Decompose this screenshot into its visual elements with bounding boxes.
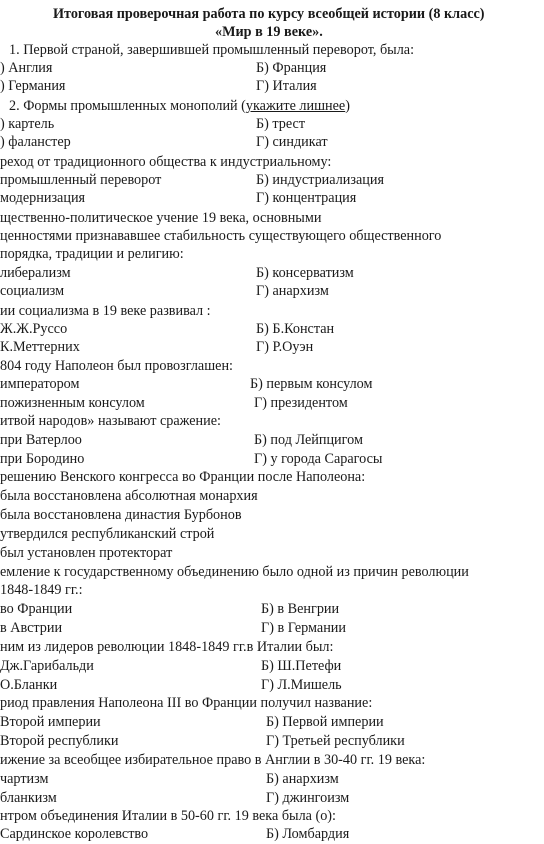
- question-2-text: 2. Формы промышленных монополий (: [9, 98, 246, 114]
- question-8: решению Венского конгресса во Франции после Наполеона:: [0, 469, 366, 485]
- question-2-close: ): [345, 98, 350, 114]
- q4-option-c: социализм: [0, 283, 65, 299]
- q5-option-c: К.Меттерних: [0, 339, 80, 355]
- q3-option-d: Г) концентрация: [256, 190, 357, 206]
- question-10: ним из лидеров революции 1848-1849 гг.в Италии был:: [0, 639, 334, 655]
- document-subtitle: «Мир в 19 веке».: [215, 24, 323, 40]
- q3-option-b: Б) индустриализация: [256, 172, 384, 188]
- q13-option-b: Б) Ломбардия: [266, 826, 350, 842]
- question-4-line-2: ценностями признававшее стабильность существующего общественного: [0, 228, 442, 244]
- question-2: [9, 97, 350, 115]
- question-9-line-2: 1848-1849 гг.:: [0, 582, 83, 598]
- q2-option-b: Б) трест: [256, 116, 306, 132]
- question-1: 1. Первой страной, завершившей промышленный переворот, была:: [9, 42, 415, 58]
- q6-option-d: Г) президентом: [254, 395, 348, 411]
- question-5: ии социализма в 19 веке развивал :: [0, 303, 211, 319]
- q7-option-d: Г) у города Сарагосы: [254, 451, 383, 467]
- q5-option-a: Ж.Ж.Руссо: [0, 321, 68, 337]
- question-4-line-3: порядка, традиции и религию:: [0, 246, 184, 262]
- q4-option-b: Б) консерватизм: [256, 265, 354, 281]
- q1-option-c: ) Германия: [0, 78, 66, 94]
- q1-option-d: Г) Италия: [256, 78, 317, 94]
- q12-option-a: чартизм: [0, 771, 49, 787]
- q12-option-b: Б) анархизм: [266, 771, 339, 787]
- question-7: итвой народов» называют сражение:: [0, 413, 221, 429]
- q6-option-b: Б) первым консулом: [250, 376, 373, 392]
- q11-option-c: Второй республики: [0, 733, 119, 749]
- q7-option-c: при Бородино: [0, 451, 85, 467]
- q10-option-c: О.Бланки: [0, 677, 58, 693]
- q13-option-a: Сардинское королевство: [0, 826, 149, 842]
- q5-option-d: Г) Р.Оуэн: [256, 339, 314, 355]
- question-9-line-1: емление к государственному объединению было одной из причин революции: [0, 564, 469, 580]
- q6-option-c: пожизненным консулом: [0, 395, 145, 411]
- q11-option-a: Второй империи: [0, 714, 101, 730]
- q7-option-b: Б) под Лейпцигом: [254, 432, 363, 448]
- q3-option-c: модернизация: [0, 190, 86, 206]
- q8-option-b: была восстановлена династия Бурбонов: [0, 507, 242, 523]
- q2-option-c: ) фаланстер: [0, 134, 71, 150]
- q10-option-b: Б) Ш.Петефи: [261, 658, 342, 674]
- q9-option-b: Б) в Венгрии: [261, 601, 340, 617]
- q10-option-a: Дж.Гарибальди: [0, 658, 94, 674]
- q12-option-c: бланкизм: [0, 790, 57, 806]
- q9-option-a: во Франции: [0, 601, 73, 617]
- q11-option-d: Г) Третьей республики: [266, 733, 405, 749]
- q9-option-d: Г) в Германии: [261, 620, 346, 636]
- q11-option-b: Б) Первой империи: [266, 714, 384, 730]
- q1-option-b: Б) Франция: [256, 60, 327, 76]
- q6-option-a: императором: [0, 376, 80, 392]
- document-title: Итоговая проверочная работа по курсу всеобщей истории (8 класс): [53, 6, 485, 22]
- q2-option-a: ) картель: [0, 116, 55, 132]
- q5-option-b: Б) Б.Констан: [256, 321, 335, 337]
- question-3: реход от традиционного общества к индустриальному:: [0, 154, 332, 170]
- q7-option-a: при Ватерлоо: [0, 432, 82, 448]
- q12-option-d: Г) джингоизм: [266, 790, 350, 806]
- q3-option-a: промышленный переворот: [0, 172, 162, 188]
- question-2-underlined: укажите лишнее: [245, 98, 346, 114]
- q8-option-a: была восстановлена абсолютная монархия: [0, 488, 258, 504]
- question-6: 804 году Наполеон был провозглашен:: [0, 358, 233, 374]
- q8-option-d: был установлен протекторат: [0, 545, 173, 561]
- q9-option-c: в Австрии: [0, 620, 63, 636]
- q8-option-c: утвердился республиканский строй: [0, 526, 215, 542]
- question-4-line-1: щественно-политическое учение 19 века, основными: [0, 210, 322, 226]
- question-13: нтром объединения Италии в 50-60 гг. 19 века была (о):: [0, 808, 336, 824]
- question-12: ижение за всеобщее избирательное право в Англии в 30-40 гг. 19 века:: [0, 752, 426, 768]
- q1-option-a: ) Англия: [0, 60, 53, 76]
- question-11: риод правления Наполеона III во Франции получил название:: [0, 695, 373, 711]
- q4-option-a: либерализм: [0, 265, 71, 281]
- q2-option-d: Г) синдикат: [256, 134, 328, 150]
- q4-option-d: Г) анархизм: [256, 283, 329, 299]
- q10-option-d: Г) Л.Мишель: [261, 677, 342, 693]
